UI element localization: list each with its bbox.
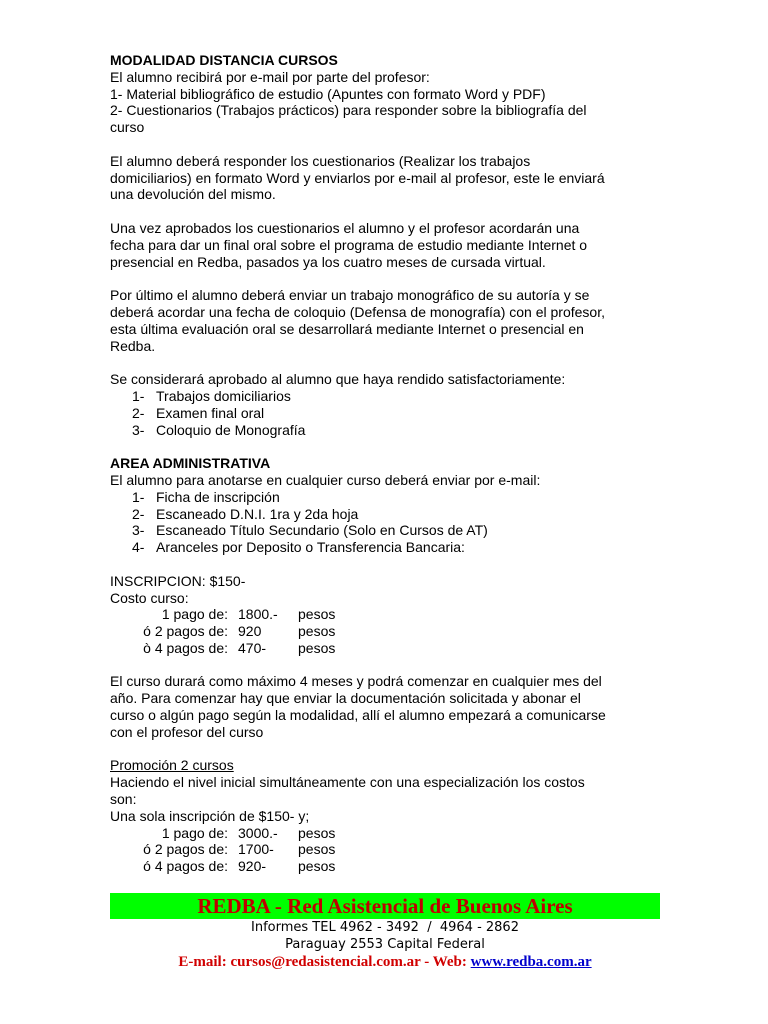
duration-line: año. Para comenzar hay que enviar la documentación solicitada y abonar el <box>110 690 581 707</box>
cost-amount: 3000.- <box>238 824 278 841</box>
admin-item <box>110 522 670 539</box>
modalidad-item-2-cont: curso <box>110 119 145 136</box>
modalidad-item-2: 2- Cuestionarios (Trabajos prácticos) para responder sobre la bibliografía del <box>110 102 587 119</box>
footer-contact <box>110 953 660 971</box>
list-text: Ficha de inscripción <box>156 488 280 505</box>
para3-line: Redba. <box>110 337 156 354</box>
footer-address: Paraguay 2553 Capital Federal <box>285 937 485 952</box>
approval-item <box>110 388 670 405</box>
cost-label: 1 pago de: <box>161 824 228 841</box>
admin-item <box>110 506 670 523</box>
list-number: 3- <box>132 522 145 539</box>
promo-cost-row <box>110 858 670 875</box>
list-number: 2- <box>132 404 145 421</box>
list-number: 1- <box>132 387 145 404</box>
duration-line: curso o algún pago según la modalidad, allí el alumno empezará a comunicarse <box>110 707 606 724</box>
promo-cost-row <box>110 841 670 858</box>
cost-unit: pesos <box>298 639 336 656</box>
cost-label: ó 2 pagos de: <box>143 623 228 640</box>
para3-line: deberá acordar una fecha de coloquio (Defensa de monografía) con el profesor, <box>110 303 605 320</box>
cost-row <box>110 640 670 657</box>
email-address[interactable]: cursos@redasistencial.com.ar <box>230 954 421 970</box>
list-text: Escaneado D.N.I. 1ra y 2da hoja <box>156 505 359 522</box>
para1-line: domiciliarios) en formato Word y enviarlos por e-mail al profesor, este le enviará <box>110 169 605 186</box>
promo-text: Haciendo el nivel inicial simultáneamente con una especialización los costos <box>110 774 585 791</box>
inscripcion-price: INSCRIPCION: $150- <box>110 572 246 589</box>
para2-line: Una vez aprobados los cuestionarios el alumno y el profesor acordarán una <box>110 219 580 236</box>
cost-amount: 1800.- <box>238 606 278 623</box>
promo-cost-row <box>110 825 670 842</box>
document-body <box>110 52 670 875</box>
cost-unit: pesos <box>298 606 336 623</box>
cost-amount: 920- <box>238 858 267 875</box>
costo-label: Costo curso: <box>110 589 189 606</box>
cost-row <box>110 606 670 623</box>
cost-unit: pesos <box>298 623 336 640</box>
promo-title: Promoción 2 cursos <box>110 757 234 774</box>
modalidad-heading: MODALIDAD DISTANCIA CURSOS <box>110 52 338 68</box>
list-number: 2- <box>132 505 145 522</box>
para1-line: El alumno deberá responder los cuestionarios (Realizar los trabajos <box>110 152 531 169</box>
para3-line: esta última evaluación oral se desarrollará mediante Internet o presencial en <box>110 320 584 337</box>
modalidad-intro: El alumno recibirá por e-mail por parte del profesor: <box>110 68 430 85</box>
cost-unit: pesos <box>298 824 336 841</box>
list-number: 1- <box>132 488 145 505</box>
footer-phones: Informes TEL 4962 - 3492 / 4964 - 2862 <box>251 920 519 935</box>
admin-intro: El alumno para anotarse en cualquier curso deberá enviar por e-mail: <box>110 471 541 488</box>
promo-text: son: <box>110 791 137 808</box>
para3-line: Por último el alumno deberá enviar un trabajo monográfico de su autoría y se <box>110 287 590 304</box>
promo-inscripcion: Una sola inscripción de $150- y; <box>110 807 310 824</box>
modalidad-item-1: 1- Material bibliográfico de estudio (Apuntes con formato Word y PDF) <box>110 85 546 102</box>
cost-label: 1 pago de: <box>161 606 228 623</box>
duration-line: con el profesor del curso <box>110 723 264 740</box>
cost-unit: pesos <box>298 858 336 875</box>
duration-line: El curso durará como máximo 4 meses y podrá comenzar en cualquier mes del <box>110 673 602 690</box>
web-label: - Web: <box>420 954 471 970</box>
cost-row <box>110 623 670 640</box>
admin-heading: AREA ADMINISTRATIVA <box>110 455 271 472</box>
footer-banner: REDBA - Red Asistencial de Buenos Aires <box>110 893 660 919</box>
list-text: Examen final oral <box>156 404 265 421</box>
para2-line: fecha para dar un final oral sobre el programa de estudio mediante Internet o <box>110 236 588 253</box>
list-text: Trabajos domiciliarios <box>156 387 291 404</box>
cost-amount: 1700- <box>238 841 274 858</box>
list-text: Escaneado Título Secundario (Solo en Cursos de AT) <box>156 522 488 539</box>
web-link[interactable]: www.redba.com.ar <box>470 954 592 970</box>
cost-unit: pesos <box>298 841 336 858</box>
approval-item <box>110 422 670 439</box>
list-number: 4- <box>132 539 145 556</box>
footer <box>110 893 660 971</box>
cost-amount: 920 <box>238 623 262 640</box>
admin-item <box>110 539 670 556</box>
admin-item <box>110 489 670 506</box>
para1-line: una devolución del mismo. <box>110 186 276 203</box>
cost-label: ó 4 pagos de: <box>143 858 228 875</box>
approval-intro: Se considerará aprobado al alumno que haya rendido satisfactoriamente: <box>110 371 566 388</box>
list-text: Aranceles por Deposito o Transferencia Bancaria: <box>156 539 465 556</box>
cost-amount: 470- <box>238 639 267 656</box>
approval-item <box>110 405 670 422</box>
list-number: 3- <box>132 421 145 438</box>
cost-label: ó 2 pagos de: <box>143 841 228 858</box>
para2-line: presencial en Redba, pasados ya los cuatro meses de cursada virtual. <box>110 253 546 270</box>
cost-label: ò 4 pagos de: <box>143 639 228 656</box>
email-label: E-mail: <box>178 954 231 970</box>
list-text: Coloquio de Monografía <box>156 421 306 438</box>
